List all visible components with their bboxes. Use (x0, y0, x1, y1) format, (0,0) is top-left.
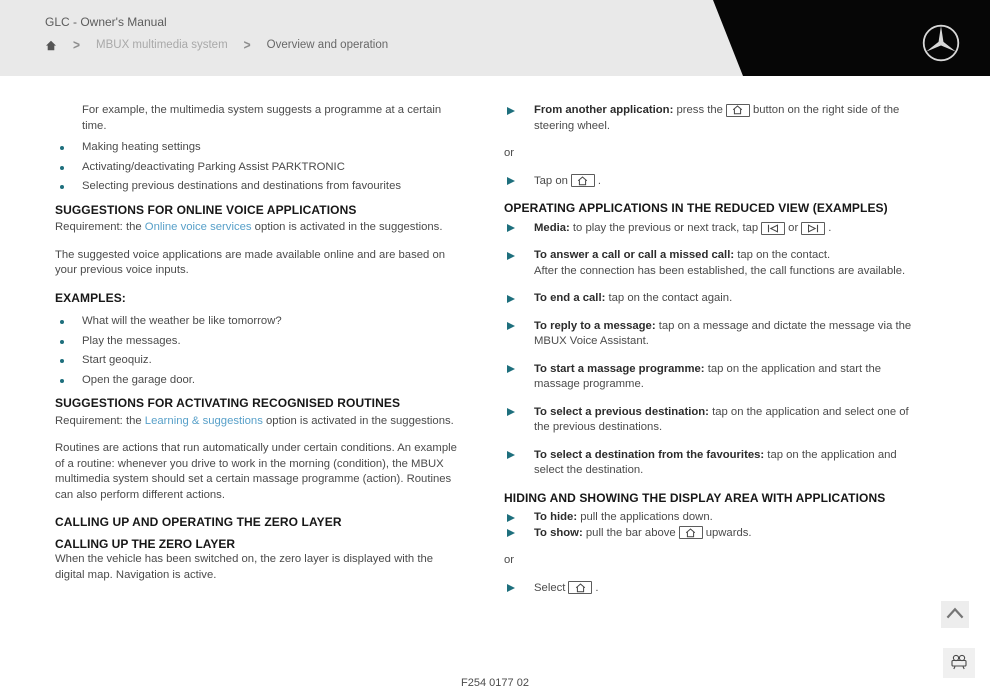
instruction-item (504, 510, 926, 526)
requirement-text: option is activated in the suggestions. (251, 221, 443, 233)
instruction-text: Select (534, 581, 566, 594)
instruction-lead: To end a call: (534, 292, 606, 304)
instruction-lead: To start a massage programme: (534, 362, 705, 375)
instruction-text: button on the right side of the steering wheel. (534, 104, 900, 132)
list-item (55, 334, 465, 350)
requirement-line (55, 414, 465, 430)
bullet-icon (60, 359, 64, 363)
arrow-bullet-icon (507, 295, 515, 303)
bullet-icon (60, 166, 64, 170)
bullet-icon (60, 185, 64, 189)
arrow-bullet-icon (507, 365, 515, 373)
instruction-item (504, 174, 926, 190)
instruction-lead: To reply to a message: (534, 319, 656, 332)
arrow-bullet-icon (507, 529, 515, 537)
list-item-text: Start geoquiz. (82, 354, 152, 366)
instruction-item (504, 248, 926, 279)
instruction-text: press the (673, 104, 723, 116)
list-item (55, 314, 465, 330)
online-voice-services-link[interactable]: Online voice services (144, 221, 252, 233)
instruction-subtext: After the connection has been established, the call functions are available. (534, 264, 906, 277)
subsection-heading-calling-up: CALLING UP THE ZERO LAYER (55, 536, 236, 551)
instruction-text: tap on the application and select the destination. (534, 448, 897, 476)
list-item (55, 373, 465, 389)
previous-track-icon (761, 222, 785, 235)
breadcrumb-item-mbux[interactable]: MBUX multimedia system (96, 39, 228, 51)
examples-list (55, 314, 465, 388)
requirement-text: option is activated in the suggestions. (262, 414, 454, 427)
or-separator: or (504, 147, 515, 159)
instruction-text: tap on the application and select one of the previous destinations. (534, 405, 909, 433)
projector-icon (950, 654, 968, 673)
right-column (504, 100, 926, 608)
list-item (55, 353, 465, 369)
bullet-icon (60, 379, 64, 383)
list-item-text: What will the weather be like tomorrow? (82, 315, 282, 327)
instruction-text: tap on the application and start the massage programme. (534, 362, 882, 390)
instruction-lead: To select a previous destination: (534, 405, 709, 418)
arrow-bullet-icon (507, 408, 515, 416)
instruction-item (504, 581, 926, 597)
chevron-right-icon: > (243, 36, 251, 54)
list-item-text: Activating/deactivating Parking Assist PARKTRONIC (82, 160, 345, 173)
breadcrumb (45, 38, 388, 52)
bullet-icon (60, 146, 64, 150)
list-item-text: Open the garage door. (82, 373, 196, 386)
requirement-text: Requirement: the (55, 221, 145, 233)
brand-banner (695, 0, 990, 76)
section-heading-online-voice: SUGGESTIONS FOR ONLINE VOICE APPLICATIONS (55, 202, 357, 217)
section-heading-reduced-view: OPERATING APPLICATIONS IN THE REDUCED VIEW (EXAMPLES) (504, 201, 888, 215)
bullet-icon (60, 340, 64, 344)
instruction-item (504, 526, 926, 542)
home-icon[interactable] (45, 40, 57, 51)
arrow-bullet-icon (507, 177, 515, 185)
instruction-item (504, 448, 926, 479)
instruction-item (504, 221, 926, 237)
body-paragraph: Routines are actions that run automatically under certain conditions. An example of a routine: whenever you drive to work in the morning (condition), the MBUX multimedia system should set a certain massage programme (action). Routines can also perform different actions. (55, 442, 457, 501)
requirement-text: Requirement: the (55, 414, 145, 427)
instruction-text: . (597, 174, 602, 187)
instruction-text: upwards. (705, 526, 752, 539)
instruction-text: or (788, 221, 799, 234)
instruction-text: . (828, 221, 832, 234)
requirement-line (55, 220, 465, 236)
bullet-icon (60, 320, 64, 324)
list-item-text: Play the messages. (82, 334, 181, 347)
section-heading-routines: SUGGESTIONS FOR ACTIVATING RECOGNISED ROUTINES (55, 396, 401, 410)
instruction-text: tap on the contact again. (605, 292, 733, 304)
page-code: F254 0177 02 (461, 677, 529, 689)
instruction-text: tap on the contact. (734, 249, 831, 261)
media-library-button[interactable] (943, 648, 975, 678)
manual-title: GLC - Owner's Manual (45, 15, 167, 29)
home-button-icon (568, 581, 592, 594)
suggestion-list (55, 140, 465, 195)
list-item-text: Making heating settings (82, 141, 201, 153)
list-item-text: Selecting previous destinations and destinations from favourites (82, 180, 402, 192)
scroll-to-top-button[interactable] (941, 601, 969, 628)
section-heading-examples: EXAMPLES: (55, 290, 126, 305)
breadcrumb-item-overview[interactable]: Overview and operation (266, 39, 389, 51)
instruction-lead: To hide: (534, 511, 578, 523)
home-button-icon (679, 526, 703, 539)
arrow-bullet-icon (507, 252, 515, 260)
next-track-icon (801, 222, 825, 235)
arrow-bullet-icon (507, 451, 515, 459)
instruction-item (504, 291, 926, 307)
instruction-lead: From another application: (534, 104, 674, 116)
page-header (0, 0, 990, 76)
chevron-right-icon: > (73, 36, 81, 54)
list-item (55, 179, 465, 195)
instruction-item (504, 405, 926, 436)
instruction-lead: To select a destination from the favourites: (534, 448, 765, 461)
instruction-item (504, 103, 926, 134)
arrow-bullet-icon (507, 107, 515, 115)
arrow-bullet-icon (507, 514, 515, 522)
body-paragraph: The suggested voice applications are made available online and are based on your previous voice inputs. (55, 248, 446, 276)
chevron-up-icon (944, 605, 966, 624)
or-separator: or (504, 554, 515, 566)
intro-paragraph: For example, the multimedia system suggests a programme at a certain time. (82, 104, 442, 132)
mercedes-star-logo-icon (921, 23, 961, 68)
instruction-text: tap on a message and dictate the message via the MBUX Voice Assistant. (534, 319, 912, 347)
instruction-text: Tap on (534, 174, 568, 187)
section-heading-zero-layer: CALLING UP AND OPERATING THE ZERO LAYER (55, 515, 342, 529)
instruction-item (504, 362, 926, 393)
instruction-item (504, 319, 926, 350)
home-button-icon (726, 104, 750, 117)
instruction-text: pull the applications down. (577, 511, 713, 523)
list-item (55, 140, 465, 156)
instruction-text: pull the bar above (582, 526, 676, 539)
left-column (55, 100, 465, 595)
arrow-bullet-icon (507, 584, 515, 592)
body-paragraph: When the vehicle has been switched on, the zero layer is displayed with the digital map. Navigation is active. (55, 553, 434, 581)
section-heading-hiding-showing: HIDING AND SHOWING THE DISPLAY AREA WITH APPLICATIONS (504, 490, 886, 505)
instruction-lead: Media: (534, 221, 570, 234)
arrow-bullet-icon (507, 224, 515, 232)
instruction-text: to play the previous or next track, tap (569, 221, 759, 234)
instruction-lead: To answer a call or call a missed call: (534, 249, 735, 261)
instruction-text: . (595, 581, 599, 594)
learning-suggestions-link[interactable]: Learning & suggestions (144, 414, 263, 427)
list-item (55, 160, 465, 176)
arrow-bullet-icon (507, 322, 515, 330)
instruction-lead: To show: (534, 526, 583, 539)
home-button-icon (571, 174, 595, 187)
